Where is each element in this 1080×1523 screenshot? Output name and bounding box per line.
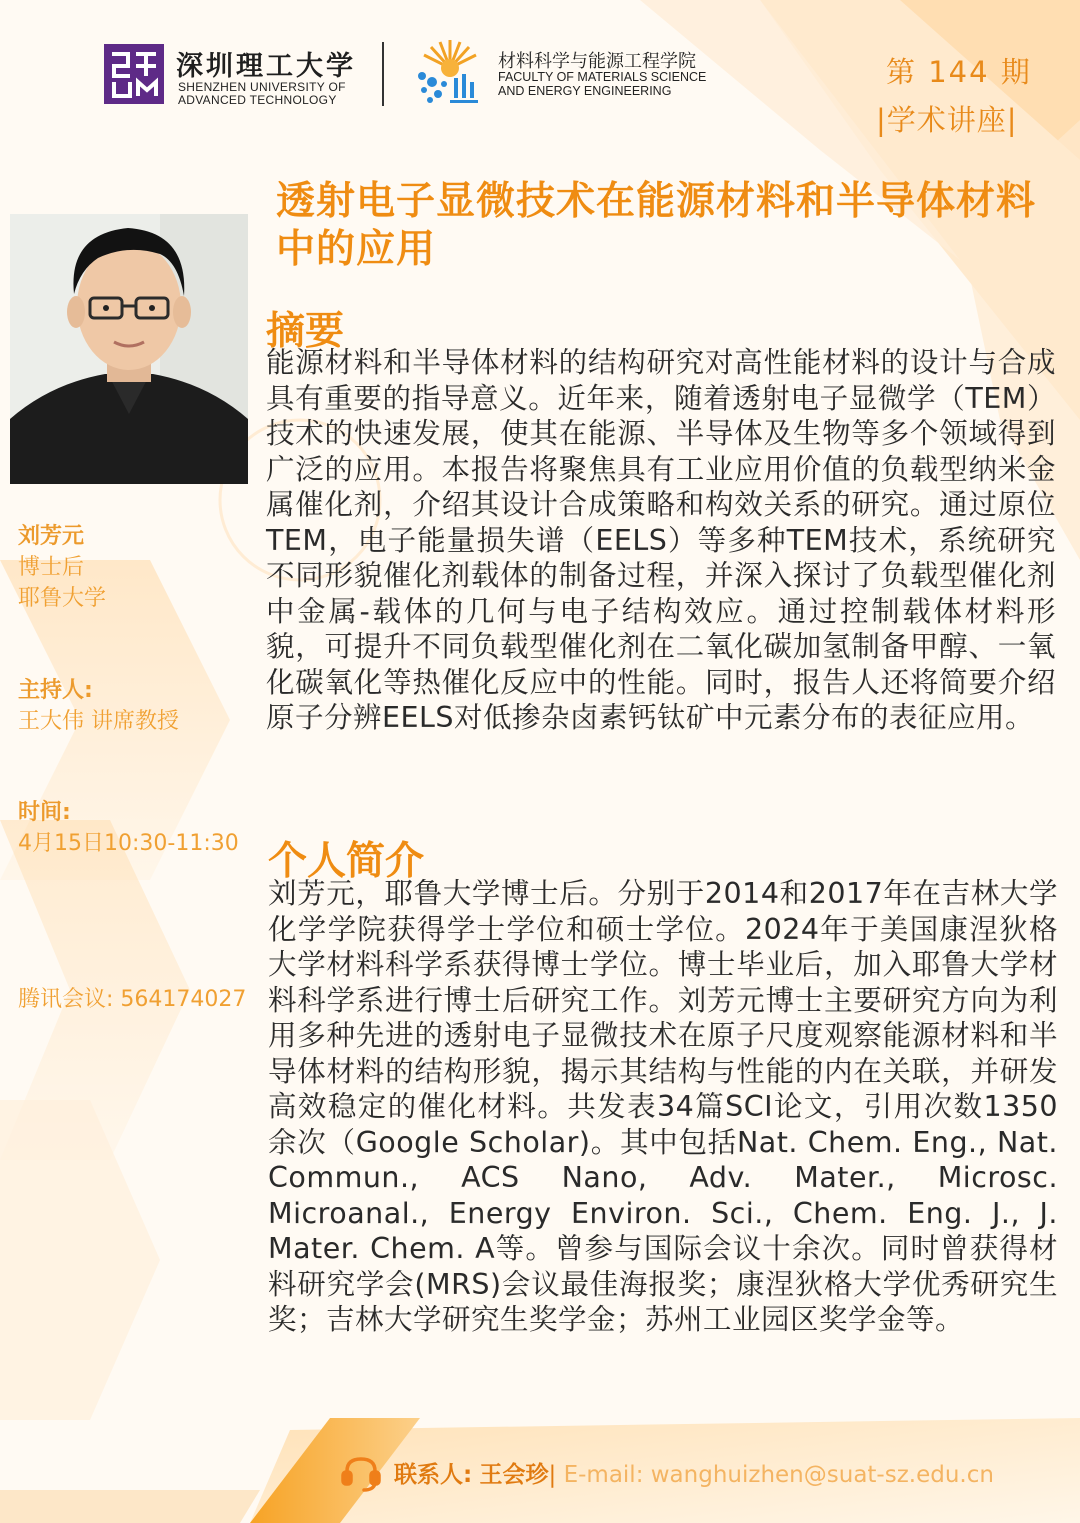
bio-heading: 个人简介 [268,839,425,884]
suat-logo-icon [104,44,164,104]
speaker-affiliation: 耶鲁大学 [18,586,107,611]
header-divider [382,42,384,106]
host-value: 王大伟 讲席教授 [18,709,179,734]
university-name-en-1: SHENZHEN UNIVERSITY OF [178,80,346,94]
university-name-cn: 深圳理工大学 [176,51,356,82]
time-label: 时间: [18,800,71,825]
contact-label: 联系人: [394,1462,473,1488]
series-label: |学术讲座| [876,103,1018,137]
contact-line [394,1456,994,1489]
faculty-name-en-1: FACULTY OF MATERIALS SCIENCE [498,70,707,84]
meeting-info: 腾讯会议: 564174027 [18,987,247,1012]
contact-email[interactable]: E-mail: wanghuizhen@suat-sz.edu.cn [563,1462,994,1488]
faculty-logo-icon [414,38,486,108]
host-label: 主持人: [18,678,93,703]
university-name-en-2: ADVANCED TECHNOLOGY [178,93,337,107]
time-value: 4月15日10:30-11:30 [18,831,239,856]
header [0,0,1080,137]
headset-phone-icon [340,1454,382,1492]
abstract-text: 能源材料和半导体材料的结构研究对高性能材料的设计与合成具有重要的指导意义。近年来，随着透射电子显微学（TEM）技术的快速发展，使其在能源、半导体及生物等多个领域得到广泛的应用。本报告将聚焦具有工业应用价值的负载型纳米金属催化剂，介绍其设计合成策略和构效关系的研究。通过原位TEM，电子能量损失谱（EELS）等多种TEM技术，系统研究不同形貌催化剂载体的制备过程，并深入探讨了负载型催化剂中金属-载体的几何与电子结构效应。通过控制载体材料形貌，可提升不同负载型催化剂在二氧化碳加氢制备甲醇、一氧化碳氧化等热催化反应中的性能。同时，报告人还将简要介绍原子分辨EELS对低掺杂卤素钙钛矿中元素分布的表征应用。 [266,346,1056,734]
speaker-name: 刘芳元 [18,524,85,549]
speaker-photo [10,214,248,484]
contact-separator: | [548,1462,557,1488]
bio-text: 刘芳元，耶鲁大学博士后。分别于2014和2017年在吉林大学化学学院获得学士学位和硕士学位。2024年于美国康涅狄格大学材料科学系获得博士学位。博士毕业后，加入耶鲁大学材料科学系进行博士后研究工作。刘芳元博士主要研究方向为利用多种先进的透射电子显微技术在原子尺度观察能源材料和半导体材料的结构形貌，揭示其结构与性能的内在关联，并研发高效稳定的催化材料。共发表34篇SCI论文，引用次数1350余次（Google Scholar)。其中包括Nat. Chem. Eng., Nat. Commun., ACS Nano, Adv. Mater., Microsc. Microanal., Energy Environ. Sci., Chem. Eng. J., J. Mater. Chem. A等。曾参与国际会议十余次。同时曾获得材料研究学会(MRS)会议最佳海报奖；康涅狄格大学优秀研究生奖；吉林大学研究生奖学金；苏州工业园区奖学金等。 [268,877,1058,1336]
speaker-role: 博士后 [18,555,85,580]
issue-number: 第 144 期 [886,55,1032,89]
lecture-title: 透射电子显微技术在能源材料和半导体材料中的应用 [276,179,1037,272]
faculty-name-cn: 材料科学与能源工程学院 [498,51,696,72]
faculty-name-en-2: AND ENERGY ENGINEERING [498,84,672,98]
abstract-heading: 摘要 [266,309,345,354]
contact-name: 王会珍 [479,1462,549,1488]
